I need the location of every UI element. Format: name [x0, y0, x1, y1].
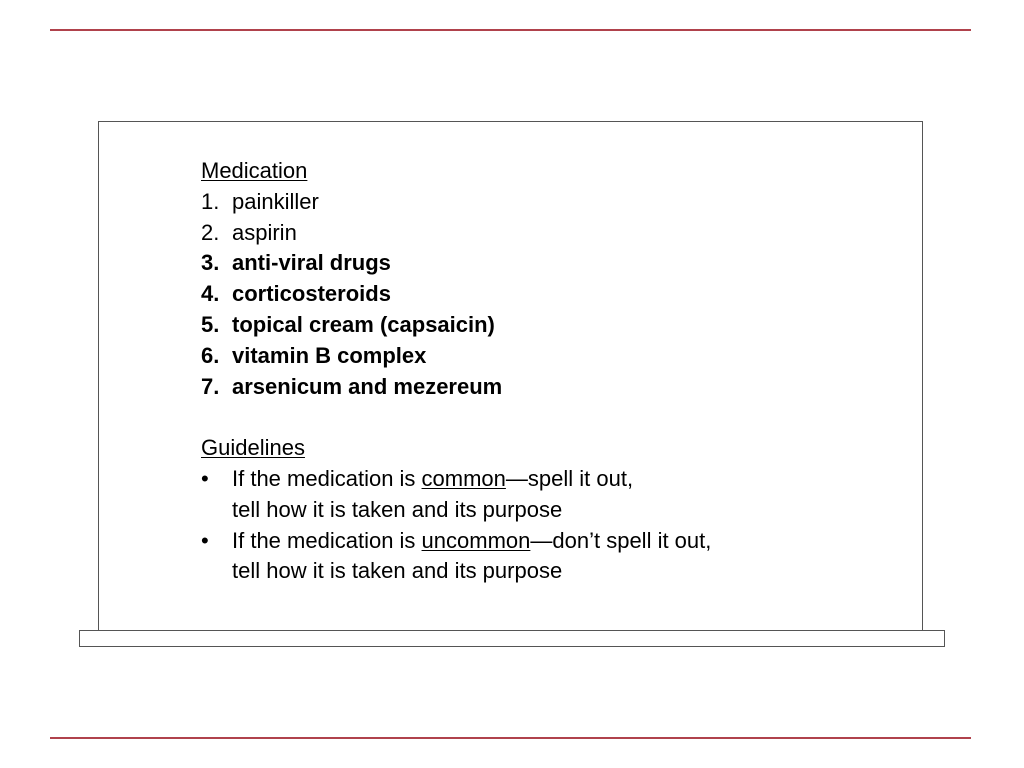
list-number: 2. — [201, 219, 220, 245]
list-item — [201, 218, 881, 249]
guideline-text — [232, 464, 633, 495]
guideline-rest: —don’t spell it out, — [530, 527, 712, 553]
guideline-keyword: uncommon — [421, 527, 531, 553]
list-item — [201, 310, 881, 341]
list-item — [201, 372, 881, 403]
guideline-continuation: tell how it is taken and its purpose — [232, 558, 563, 584]
slide-content — [201, 156, 881, 587]
guideline-item — [201, 526, 881, 557]
list-text: aspirin — [232, 219, 297, 245]
list-number: 4. — [201, 281, 220, 307]
guideline-lead: If the medication is — [232, 527, 422, 553]
list-item — [201, 341, 881, 372]
guideline-text — [232, 526, 711, 557]
section-spacer — [201, 402, 881, 433]
top-divider — [50, 29, 971, 31]
list-number: 1. — [201, 188, 220, 214]
list-number: 3. — [201, 250, 220, 276]
list-text: corticosteroids — [232, 281, 391, 307]
guideline-lead: If the medication is — [232, 465, 422, 491]
list-text: topical cream (capsaicin) — [232, 311, 495, 337]
guideline-keyword: common — [421, 465, 506, 491]
bullet-icon: • — [201, 465, 209, 491]
list-text: arsenicum and mezereum — [232, 373, 503, 399]
list-text: vitamin B complex — [232, 342, 427, 368]
medication-heading: Medication — [201, 158, 308, 183]
list-item — [201, 248, 881, 279]
list-number: 5. — [201, 311, 220, 337]
list-item — [201, 187, 881, 218]
guideline-continuation: tell how it is taken and its purpose — [232, 496, 563, 522]
board-ledge — [79, 630, 945, 647]
list-text: anti-viral drugs — [232, 250, 391, 276]
list-number: 6. — [201, 342, 220, 368]
bullet-icon: • — [201, 527, 209, 553]
list-text: painkiller — [232, 188, 319, 214]
bottom-divider — [50, 737, 971, 739]
guidelines-heading: Guidelines — [201, 435, 305, 461]
guideline-rest: —spell it out, — [505, 465, 634, 491]
list-item — [201, 279, 881, 310]
guideline-item — [201, 464, 881, 495]
list-number: 7. — [201, 373, 220, 399]
